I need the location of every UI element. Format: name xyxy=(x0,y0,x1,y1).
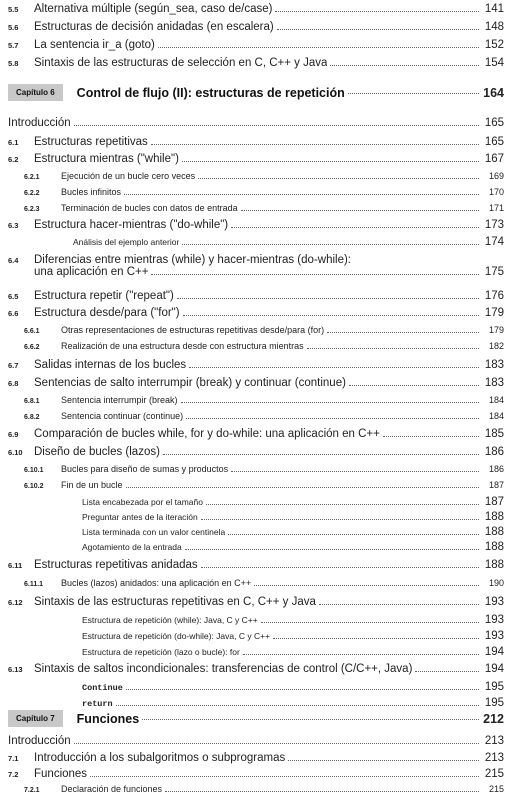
toc-entry-6-6-1 xyxy=(8,325,504,336)
leader-dots xyxy=(273,637,479,639)
toc-entry-6-12 xyxy=(8,596,504,608)
section-number: 6.2.2 xyxy=(24,190,40,197)
chapter-badge: Capítulo 7 xyxy=(8,710,63,727)
toc-entry-6-2-1 xyxy=(8,171,504,182)
toc-entry-7-2 xyxy=(8,768,504,780)
leader-dots xyxy=(181,401,479,403)
chapter-heading-6 xyxy=(8,84,504,101)
page-number: 187 xyxy=(484,496,504,508)
leader-dots xyxy=(319,603,479,605)
section-number: 6.8.1 xyxy=(24,398,40,405)
section-title: Bucles para diseño de sumas y productos xyxy=(61,464,229,474)
section-title: Comparación de bucles while, for y do-while: una aplicación en C++ xyxy=(34,428,380,440)
toc-entry-preguntar xyxy=(8,511,504,523)
section-title: Continue xyxy=(82,683,123,693)
section-number: 7.1 xyxy=(8,754,19,763)
section-number: 6.11 xyxy=(8,561,23,570)
section-number: 6.6.2 xyxy=(24,344,40,351)
page-number: 215 xyxy=(484,768,504,780)
page-number: 183 xyxy=(484,377,504,389)
toc-entry-6-8-1 xyxy=(8,395,504,406)
section-number: 6.8.2 xyxy=(24,414,40,421)
toc-entry-6-6 xyxy=(8,307,504,319)
section-title: return xyxy=(82,699,113,709)
page-number: 179 xyxy=(488,325,504,335)
leader-dots xyxy=(182,160,479,162)
page-number: 213 xyxy=(484,735,504,747)
leader-dots xyxy=(124,193,479,195)
leader-dots xyxy=(165,790,479,792)
page-number: 173 xyxy=(484,219,504,231)
section-title: La sentencia ir_a (goto) xyxy=(34,39,155,51)
leader-dots xyxy=(288,759,479,761)
leader-dots xyxy=(90,775,479,777)
section-number: 6.4 xyxy=(8,256,19,265)
chapter-title: Control de flujo (II): estructuras de repetición xyxy=(76,85,345,100)
leader-dots xyxy=(201,518,479,520)
section-title: Bucles (lazos) anidados: una aplicación en C++ xyxy=(61,578,252,588)
toc-entry-rep-for xyxy=(8,646,504,658)
toc-entry-6-2 xyxy=(8,153,504,165)
section-title: Diferencias entre mientras (while) y hacer-mientras (do-while): xyxy=(34,254,351,266)
section-title: Agotamiento de la entrada xyxy=(82,542,182,552)
section-number: 6.7 xyxy=(8,361,19,370)
leader-dots xyxy=(254,584,479,586)
toc-entry-6-5 xyxy=(8,290,504,302)
page-number: 175 xyxy=(484,266,504,278)
section-title: Sintaxis de saltos incondicionales: transferencias de control (C/C++, Java) xyxy=(34,663,413,675)
page-number: 193 xyxy=(484,630,504,642)
section-title: Sentencias de salto interrumpir (break) y continuar (continue) xyxy=(34,377,346,389)
section-title: Estructuras repetitivas anidadas xyxy=(34,559,198,571)
leader-dots xyxy=(189,366,479,368)
leader-dots xyxy=(177,297,479,299)
section-number: 6.13 xyxy=(8,665,23,674)
toc-entry-5-7 xyxy=(8,39,504,51)
section-number: 5.8 xyxy=(8,59,19,68)
toc-entry-6-3 xyxy=(8,219,504,231)
leader-dots xyxy=(327,331,479,333)
leader-dots xyxy=(198,177,479,179)
section-number: 6.9 xyxy=(8,430,19,439)
section-title: Sintaxis de las estructuras repetitivas en C, C++ y Java xyxy=(34,596,316,608)
section-number: 6.10 xyxy=(8,448,23,457)
section-title: Estructura desde/para ("for") xyxy=(34,307,180,319)
section-title: Estructura de repetición (while): Java, C y C++ xyxy=(82,615,258,625)
page-number: 174 xyxy=(484,236,504,248)
toc-entry-7-1 xyxy=(8,752,504,764)
page-number: 179 xyxy=(484,307,504,319)
toc-entry-6-6-2 xyxy=(8,341,504,352)
section-title: Sentencia interrumpir (break) xyxy=(61,395,178,405)
page-number: 188 xyxy=(484,559,504,571)
toc-entry-6-11-1 xyxy=(8,578,504,589)
section-title: Estructuras repetitivas xyxy=(34,136,148,148)
section-number: 5.7 xyxy=(8,41,19,50)
section-title-continued: una aplicación en C++ xyxy=(34,266,149,278)
leader-dots xyxy=(261,621,479,623)
section-title: Introducción xyxy=(8,735,71,747)
leader-dots xyxy=(348,92,479,94)
section-title: Ejecución de un bucle cero veces xyxy=(61,171,196,181)
toc-entry-introduccion-7 xyxy=(8,735,504,747)
leader-dots xyxy=(307,347,479,349)
page-number: 188 xyxy=(484,511,504,523)
page-number: 195 xyxy=(484,697,504,709)
section-title: Estructuras de decisión anidadas (en escalera) xyxy=(34,21,274,33)
toc-entry-6-2-2 xyxy=(8,187,504,198)
section-title: Sintaxis de las estructuras de selección en C, C++ y Java xyxy=(34,57,328,69)
page-number: 212 xyxy=(483,711,504,726)
section-number: 6.1 xyxy=(8,138,19,147)
toc-entry-return xyxy=(8,697,504,709)
leader-dots xyxy=(186,417,479,419)
section-number: 6.3 xyxy=(8,221,19,230)
toc-entry-6-8 xyxy=(8,377,504,389)
leader-dots xyxy=(183,314,479,316)
page-number: 183 xyxy=(484,359,504,371)
leader-dots xyxy=(163,453,479,455)
page-number: 186 xyxy=(488,464,504,474)
section-title: Introducción a los subalgoritmos o subprogramas xyxy=(34,752,286,764)
section-number: 6.12 xyxy=(8,598,23,607)
page-number: 193 xyxy=(484,596,504,608)
toc-entry-6-9 xyxy=(8,428,504,440)
section-title: Declaración de funciones xyxy=(61,784,163,794)
section-title: Estructura mientras ("while") xyxy=(34,153,179,165)
toc-entry-6-10 xyxy=(8,446,504,458)
toc-entry-rep-while xyxy=(8,614,504,626)
toc-entry-6-2-3 xyxy=(8,203,504,214)
chapter-badge: Capítulo 6 xyxy=(8,84,63,101)
section-title: Introducción xyxy=(8,117,71,129)
leader-dots xyxy=(151,143,479,145)
section-number: 5.6 xyxy=(8,23,19,32)
leader-dots xyxy=(231,470,479,472)
section-number: 6.6.1 xyxy=(24,328,40,335)
leader-dots xyxy=(126,486,479,488)
page-number: 215 xyxy=(488,784,504,794)
section-title: Preguntar antes de la iteración xyxy=(82,512,198,522)
leader-dots xyxy=(74,742,479,744)
page-number: 184 xyxy=(488,395,504,405)
page-number: 164 xyxy=(483,85,504,100)
leader-dots xyxy=(151,273,479,275)
section-title: Diseño de bucles (lazos) xyxy=(34,446,160,458)
page-number: 213 xyxy=(484,752,504,764)
page-number: 194 xyxy=(484,646,504,658)
toc-entry-5-5 xyxy=(8,3,504,15)
leader-dots xyxy=(231,226,479,228)
section-number: 7.2 xyxy=(8,770,19,779)
page-number: 170 xyxy=(488,187,504,197)
section-number: 6.6 xyxy=(8,309,19,318)
section-number: 6.8 xyxy=(8,379,19,388)
section-title: Alternativa múltiple (según_sea, caso de/case) xyxy=(34,3,273,15)
toc-entry-analisis xyxy=(8,236,504,248)
toc-entry-5-6 xyxy=(8,21,504,33)
toc-entry-6-7 xyxy=(8,359,504,371)
leader-dots xyxy=(182,243,479,245)
section-number: 5.5 xyxy=(8,5,19,14)
leader-dots xyxy=(349,384,479,386)
section-title: Lista terminada con un valor centinela xyxy=(82,527,226,537)
section-title: Estructura repetir ("repeat") xyxy=(34,290,174,302)
leader-dots xyxy=(142,718,479,720)
leader-dots xyxy=(330,64,479,66)
page-number: 184 xyxy=(488,411,504,421)
section-title: Estructura de repetición (do-while): Java, C y C++ xyxy=(82,631,271,641)
leader-dots xyxy=(228,533,479,535)
toc-entry-5-8 xyxy=(8,57,504,69)
toc-entry-6-10-2 xyxy=(8,480,504,491)
page-number: 194 xyxy=(484,663,504,675)
toc-entry-6-4 xyxy=(8,254,504,278)
leader-dots xyxy=(415,670,479,672)
page-number: 152 xyxy=(484,39,504,51)
leader-dots xyxy=(206,503,479,505)
chapter-title: Funciones xyxy=(76,711,140,726)
section-number: 6.2.3 xyxy=(24,206,40,213)
section-title: Estructura de repetición (lazo o bucle): for xyxy=(82,647,240,657)
leader-dots xyxy=(383,435,479,437)
leader-dots xyxy=(74,124,479,126)
page-number: 182 xyxy=(488,341,504,351)
page-number: 169 xyxy=(488,171,504,181)
leader-dots xyxy=(201,566,479,568)
section-title: Estructura hacer-mientras ("do-while") xyxy=(34,219,229,231)
section-title: Análisis del ejemplo anterior xyxy=(73,237,180,247)
section-title: Funciones xyxy=(34,768,88,780)
page-number: 165 xyxy=(484,117,504,129)
leader-dots xyxy=(158,46,479,48)
leader-dots xyxy=(243,653,479,655)
toc-entry-7-2-1 xyxy=(8,784,504,795)
toc-entry-agotamiento xyxy=(8,541,504,553)
section-number: 6.2 xyxy=(8,155,19,164)
section-number: 6.11.1 xyxy=(24,581,44,588)
toc-entry-6-11 xyxy=(8,559,504,571)
section-number: 6.2.1 xyxy=(24,174,40,181)
section-title: Lista encabezada por el tamaño xyxy=(82,497,203,507)
leader-dots xyxy=(185,548,479,550)
leader-dots xyxy=(126,688,479,690)
page-number: 154 xyxy=(484,57,504,69)
toc-entry-centinela xyxy=(8,526,504,538)
leader-dots xyxy=(116,704,479,706)
toc-entry-6-10-1 xyxy=(8,464,504,475)
toc-entry-6-8-2 xyxy=(8,411,504,422)
toc-entry-6-1 xyxy=(8,136,504,148)
section-number: 6.5 xyxy=(8,292,19,301)
section-title: Bucles infinitos xyxy=(61,187,122,197)
section-number: 7.2.1 xyxy=(24,787,40,794)
page-number: 190 xyxy=(488,578,504,588)
section-title: Sentencia continuar (continue) xyxy=(61,411,184,421)
section-title: Fin de un bucle xyxy=(61,480,123,490)
page-number: 176 xyxy=(484,290,504,302)
page-number: 167 xyxy=(484,153,504,165)
section-title: Terminación de bucles con datos de entrada xyxy=(61,203,238,213)
page-number: 171 xyxy=(488,203,504,213)
section-number: 6.10.2 xyxy=(24,483,44,490)
page-number: 188 xyxy=(484,526,504,538)
page-number: 188 xyxy=(484,541,504,553)
leader-dots xyxy=(275,10,479,12)
toc-entry-lista-tamano xyxy=(8,496,504,508)
page-number: 186 xyxy=(484,446,504,458)
chapter-heading-7 xyxy=(8,710,504,727)
page-number: 165 xyxy=(484,136,504,148)
page-number: 185 xyxy=(484,428,504,440)
page-number: 148 xyxy=(484,21,504,33)
section-title: Salidas internas de los bucles xyxy=(34,359,187,371)
toc-entry-6-13 xyxy=(8,663,504,675)
page-number: 193 xyxy=(484,614,504,626)
toc-entry-continue xyxy=(8,681,504,693)
toc-entry-rep-do-while xyxy=(8,630,504,642)
leader-dots xyxy=(241,209,479,211)
section-title: Realización de una estructura desde con estructura mientras xyxy=(61,341,304,351)
leader-dots xyxy=(277,28,479,30)
page-number: 141 xyxy=(484,3,504,15)
section-title: Otras representaciones de estructuras repetitivas desde/para (for) xyxy=(61,325,325,335)
page-number: 187 xyxy=(488,480,504,490)
page-number: 195 xyxy=(484,681,504,693)
toc-entry-introduccion xyxy=(8,117,504,129)
section-number: 6.10.1 xyxy=(24,467,44,474)
